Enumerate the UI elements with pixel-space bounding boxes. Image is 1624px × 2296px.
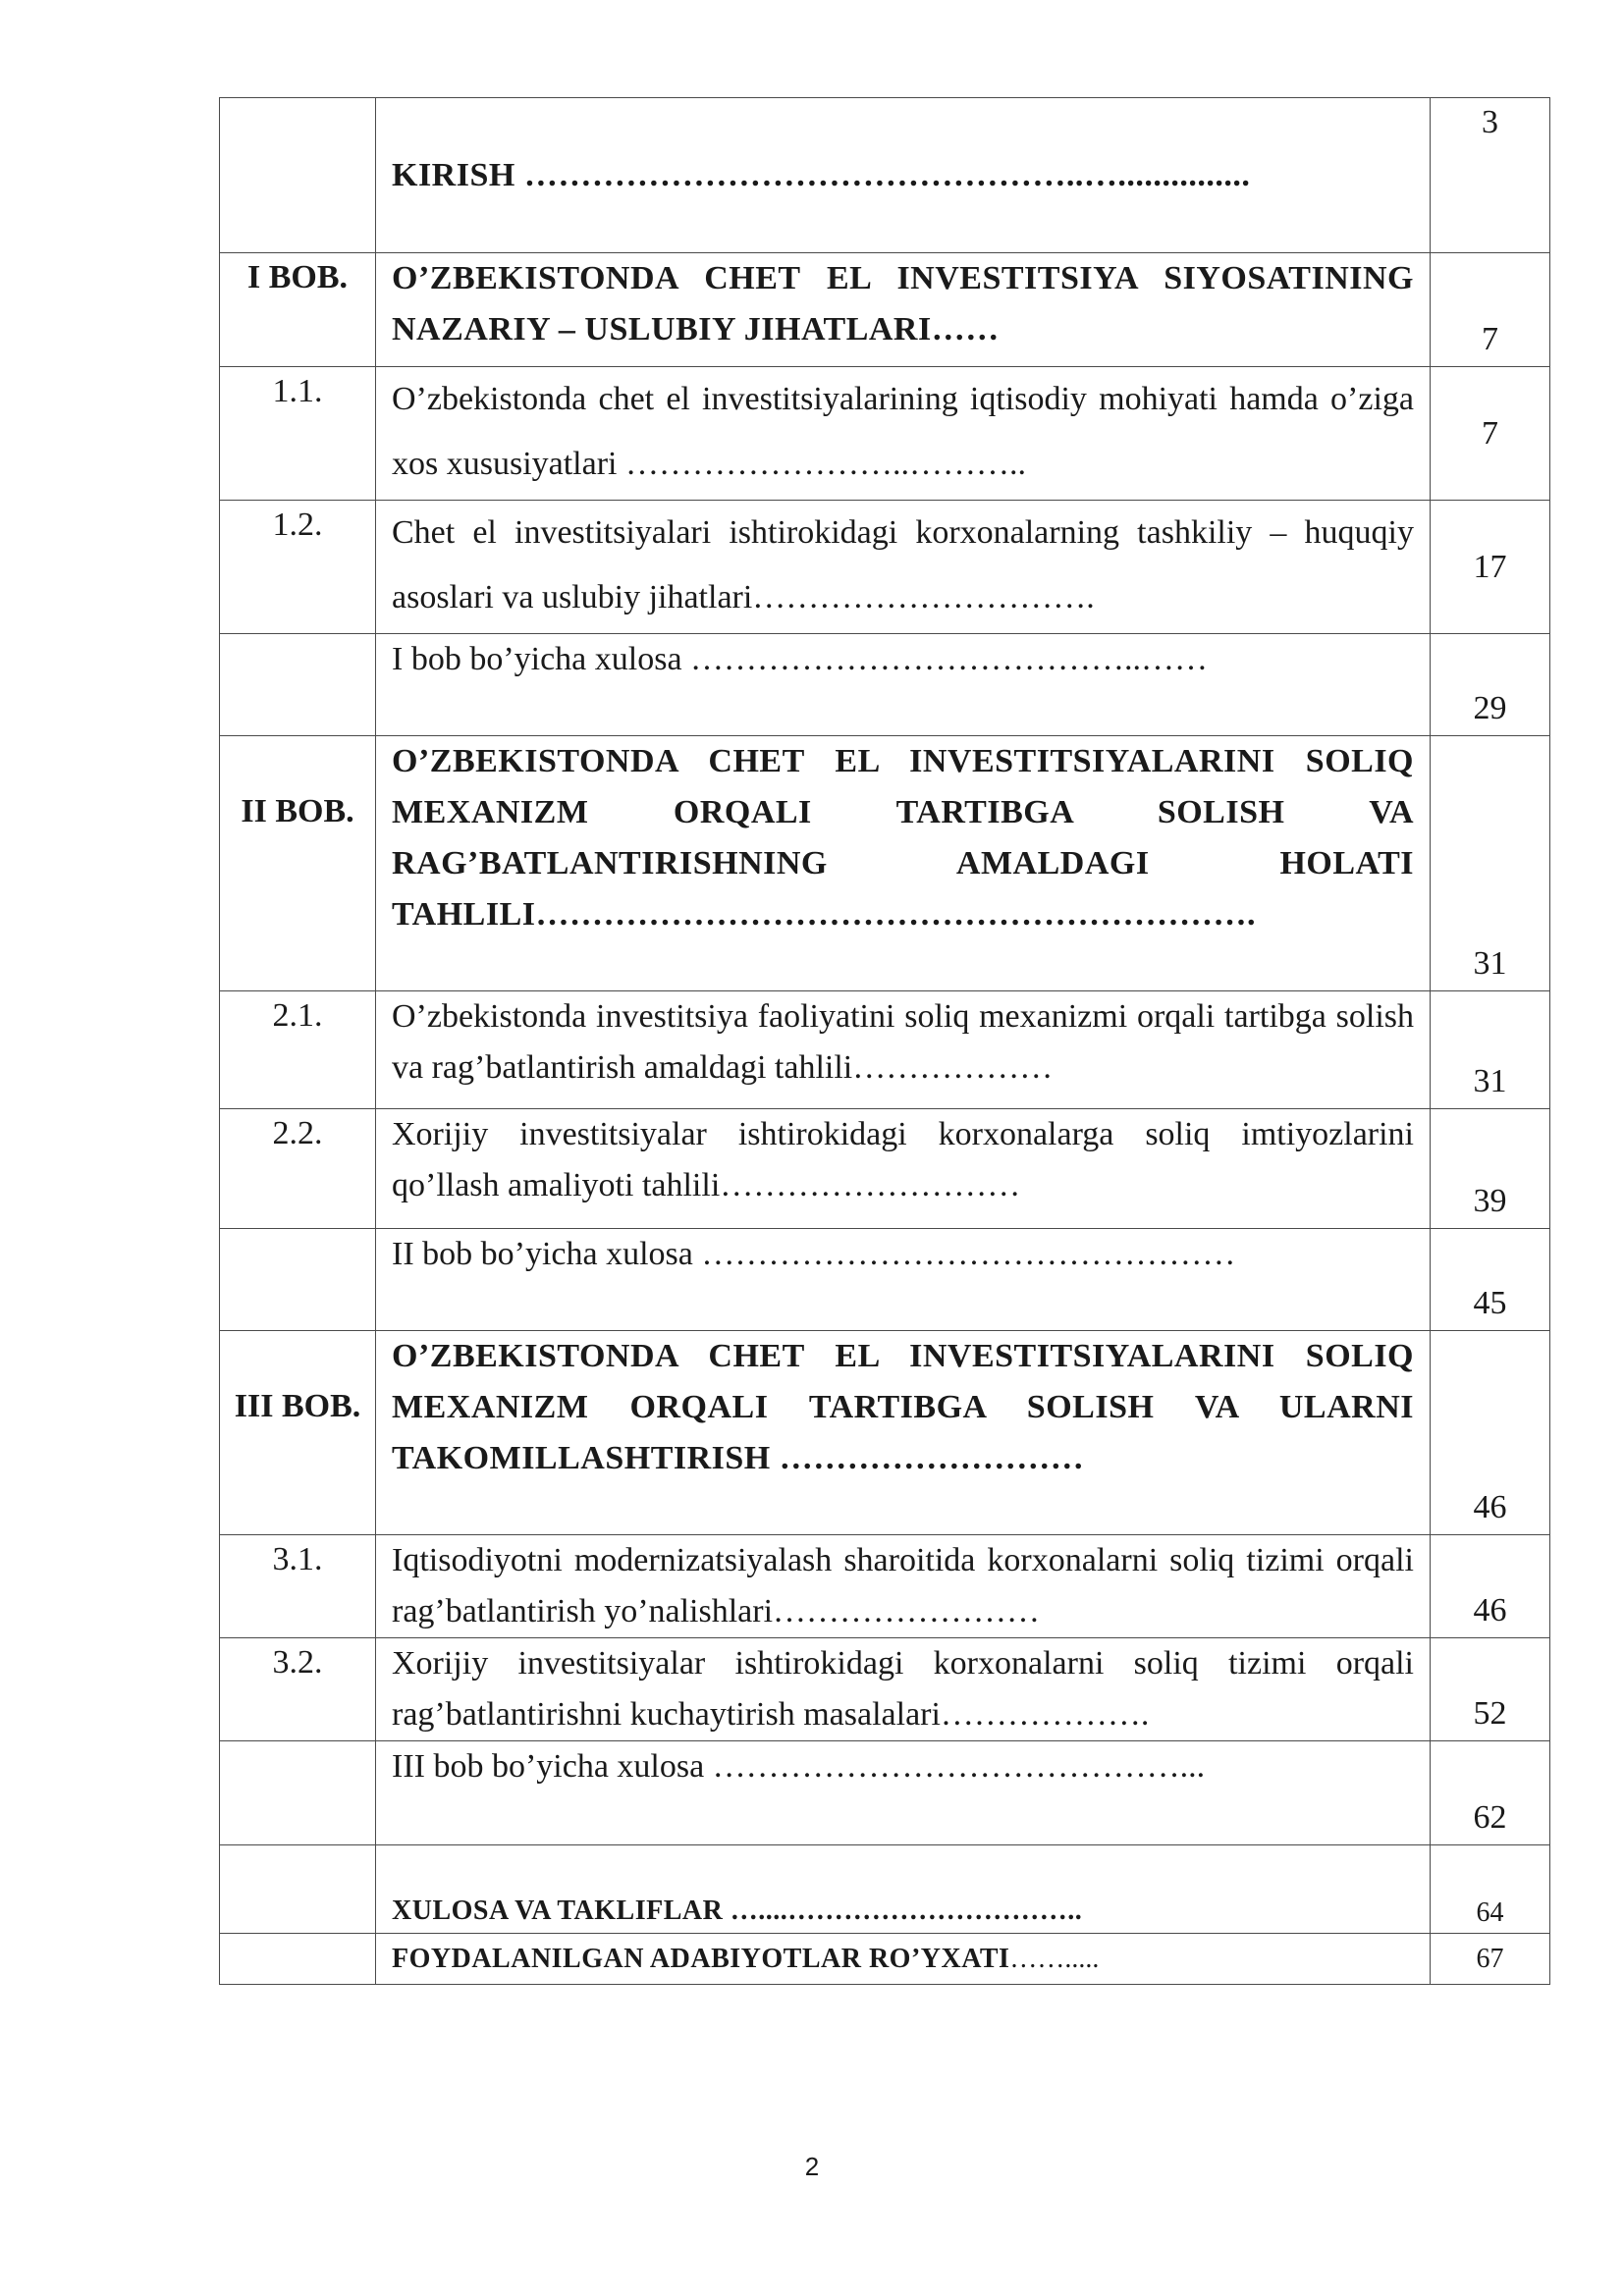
toc-row-title[interactable]: O’ZBEKISTONDA CHET EL INVESTITSIYALARINI SOLIQ MEXANIZM ORQALI TARTIBGA SOLISH VA RAG’BATLANTIRISHNING AMALDAGI HOLATI TAHLILI………………………………………………………. <box>392 743 1414 933</box>
toc-row-chapter-2 <box>220 736 1550 991</box>
toc-row-page: 46 <box>1473 1592 1507 1629</box>
toc-row-title[interactable]: II bob bo’yicha xulosa ………………………………………… <box>392 1236 1236 1272</box>
toc-row-title[interactable]: Xorijiy investitsiyalar ishtirokidagi korxonalarga soliq imtiyozlarini qo’llash amaliyoti tahlili……………………… <box>392 1116 1414 1203</box>
toc-row-section-3-1 <box>220 1535 1550 1638</box>
toc-row-title[interactable]: Iqtisodiyotni modernizatsiyalash sharoitida korxonalarni soliq tizimi orqali rag’batlantirish yo’nalishlari…………………… <box>392 1542 1414 1629</box>
toc-row-label: 3.1. <box>220 1535 376 1638</box>
toc-row-intro <box>220 98 1550 253</box>
toc-row-chapter-3 <box>220 1331 1550 1535</box>
toc-row-label <box>220 1741 376 1845</box>
toc-row-title[interactable]: KIRISH …………………………………………..…............... <box>392 156 1251 193</box>
toc-row-summary-1 <box>220 634 1550 736</box>
toc-row-title[interactable]: O’ZBEKISTONDA CHET EL INVESTITSIYALARINI SOLIQ MEXANIZM ORQALI TARTIBGA SOLISH VA ULARNI TAKOMILLASHTIRISH ……………………… <box>392 1338 1414 1476</box>
toc-row-label: 2.2. <box>220 1109 376 1229</box>
toc-row-page: 67 <box>1476 1943 1504 1974</box>
table-of-contents <box>219 97 1550 1985</box>
toc-row-label <box>220 1229 376 1331</box>
toc-row-summary-2 <box>220 1229 1550 1331</box>
toc-row-section-2-1 <box>220 991 1550 1109</box>
toc-row-label <box>220 98 376 253</box>
toc-row-title[interactable]: Chet el investitsiyalari ishtirokidagi korxonalarning tashkiliy – huquqiy asoslari va uslubiy jihatlari…………………………. <box>392 514 1414 615</box>
toc-row-title[interactable] <box>392 1938 1414 1981</box>
toc-row-title[interactable]: O’zbekistonda chet el investitsiyalarining iqtisodiy mohiyati hamda o’ziga xos xususiyatlari ……………………..……….. <box>392 381 1414 482</box>
toc-row-title[interactable]: O’ZBEKISTONDA CHET EL INVESTITSIYA SIYOSATINING NAZARIY – USLUBIY JIHATLARI…… <box>392 260 1414 347</box>
toc-row-title-dots: ……..... <box>1009 1943 1100 1974</box>
toc-row-page: 45 <box>1473 1285 1507 1321</box>
toc-row-title[interactable]: XULOSA VA TAKLIFLAR …....………………………….. <box>392 1896 1083 1926</box>
toc-row-page: 46 <box>1473 1489 1507 1525</box>
toc-row-page: 52 <box>1473 1695 1507 1732</box>
toc-row-section-1-1 <box>220 367 1550 501</box>
toc-row-title[interactable]: III bob bo’yicha xulosa ……………………………………... <box>392 1748 1206 1785</box>
toc-row-label: 1.1. <box>220 367 376 501</box>
toc-row-page: 7 <box>1482 414 1498 452</box>
toc-row-references <box>220 1934 1550 1985</box>
toc-row-page: 29 <box>1473 690 1507 726</box>
toc-row-label: 2.1. <box>220 991 376 1109</box>
toc-row-page: 62 <box>1473 1799 1507 1836</box>
toc-row-summary-3 <box>220 1741 1550 1845</box>
toc-row-chapter-1 <box>220 253 1550 367</box>
toc-row-title[interactable]: O’zbekistonda investitsiya faoliyatini soliq mexanizmi orqali tartibga solish va rag’batlantirish amaldagi tahlili……………… <box>392 998 1414 1086</box>
toc-row-page: 7 <box>1482 321 1498 357</box>
toc-row-page: 17 <box>1473 548 1507 585</box>
toc-row-title-bold: FOYDALANILGAN ADABIYOTLAR RO’YXATI <box>392 1943 1010 1974</box>
toc-row-label: III BOB. <box>220 1331 376 1535</box>
toc-row-section-1-2 <box>220 501 1550 634</box>
toc-row-section-3-2 <box>220 1638 1550 1741</box>
toc-row-label: 3.2. <box>220 1638 376 1741</box>
toc-row-label <box>220 634 376 736</box>
toc-row-page: 31 <box>1473 945 1507 982</box>
toc-row-page: 64 <box>1476 1897 1504 1928</box>
toc-row-label <box>220 1934 376 1985</box>
toc-row-label: 1.2. <box>220 501 376 634</box>
page-number: 2 <box>804 2152 820 2181</box>
toc-row-label: II BOB. <box>220 736 376 991</box>
toc-row-page: 3 <box>1482 104 1498 140</box>
toc-row-section-2-2 <box>220 1109 1550 1229</box>
toc-row-label: I BOB. <box>220 253 376 367</box>
toc-row-conclusions <box>220 1845 1550 1934</box>
toc-row-label <box>220 1845 376 1934</box>
toc-row-title[interactable]: Xorijiy investitsiyalar ishtirokidagi korxonalarni soliq tizimi orqali rag’batlantirishni kuchaytirish masalalari………………. <box>392 1645 1414 1733</box>
toc-row-page: 31 <box>1473 1063 1507 1099</box>
toc-row-page: 39 <box>1473 1183 1507 1219</box>
toc-row-title[interactable]: I bob bo’yicha xulosa …………………………………..…… <box>392 641 1209 677</box>
